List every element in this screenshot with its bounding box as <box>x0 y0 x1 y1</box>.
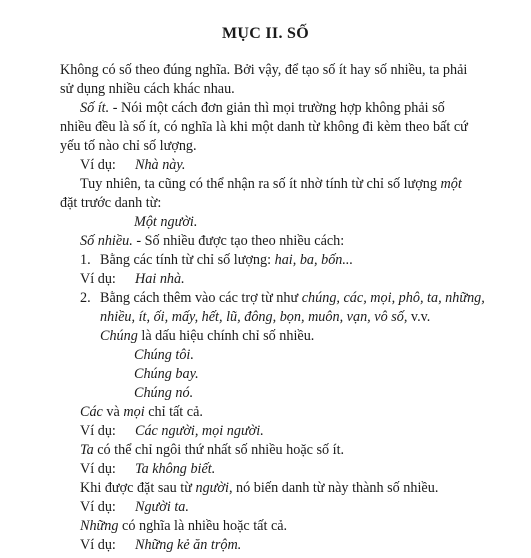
nhung-text: có nghĩa là nhiều hoặc tất cả. <box>118 518 288 534</box>
item-number: 2. <box>80 290 91 306</box>
item-text: Bằng cách thêm vào các trợ từ như <box>100 290 302 306</box>
nguoi-word: người <box>195 480 229 496</box>
intro-line-2: sử dụng nhiều cách khác nhau. <box>60 81 235 97</box>
chung-word: Chúng <box>100 328 138 344</box>
example-text: Chúng bay. <box>134 366 199 382</box>
item-text: Bằng các tính từ chỉ số lượng: <box>100 252 275 268</box>
plural-item-1 <box>80 251 353 269</box>
section-title: MỤC II. SỐ <box>221 25 309 42</box>
singular-term: Số ít. <box>80 100 110 116</box>
nguoi-text-b: , nó biến danh từ này thành số nhiều. <box>228 480 439 496</box>
nguoi-line <box>80 479 438 497</box>
item-words: hai, ba, bốn... <box>274 252 354 268</box>
plural-item-1-example <box>80 270 185 288</box>
chung-text: là dấu hiệu chính chỉ số nhiều. <box>137 328 315 344</box>
example-text: Chúng nó. <box>134 385 194 401</box>
plural-item-2 <box>80 289 485 307</box>
nhung-word: Những <box>80 518 119 534</box>
singular-line-1 <box>80 99 445 117</box>
singular-line-2: nhiều đều là số ít, có nghĩa là khi một danh từ không đi kèm theo bất cứ <box>60 119 468 135</box>
item-words: nhiều, ít, ối, mấy, hết, lũ, đông, bọn, muôn, vạn, vô số, <box>100 309 408 325</box>
example-label: Ví dụ: <box>80 157 116 173</box>
example-label: Ví dụ: <box>80 461 116 477</box>
conjunction: và <box>102 404 124 420</box>
chung-example-3 <box>134 384 193 402</box>
example-label: Ví dụ: <box>80 537 116 553</box>
cac-word: Các <box>80 404 103 420</box>
intro-line-1: Không có số theo đúng nghĩa. Bởi vậy, để tạo số ít hay số nhiều, ta phải <box>60 62 468 78</box>
plural-heading-text: - Số nhiều được tạo theo nhiều cách: <box>132 233 345 249</box>
example-text: Một người. <box>134 214 198 230</box>
nhung-example <box>80 536 241 554</box>
example-text: Hai nhà. <box>135 271 185 287</box>
example-label: Ví dụ: <box>80 499 116 515</box>
example-text: Ta không biết. <box>135 461 216 477</box>
example-text: Nhà này. <box>135 157 186 173</box>
item-number: 1. <box>80 252 91 268</box>
ta-text: có thể chỉ ngôi thứ nhất số nhiều hoặc số ít. <box>93 442 345 458</box>
however-text: Tuy nhiên, ta cũng có thể nhận ra số ít nhờ tính từ chỉ số lượng <box>80 176 441 192</box>
ta-example <box>80 460 215 478</box>
plural-term: Số nhiều. <box>80 233 133 249</box>
chung-line <box>100 327 314 345</box>
nhung-line <box>80 517 287 535</box>
ta-line <box>80 441 344 459</box>
however-example <box>134 213 197 231</box>
example-text: Chúng tôi. <box>134 347 194 363</box>
cac-moi-text: chỉ tất cả. <box>144 404 203 420</box>
cac-moi-line <box>80 403 203 421</box>
chung-example-2 <box>134 365 199 383</box>
nguoi-text-a: Khi được đặt sau từ <box>80 480 196 496</box>
example-text: Người ta. <box>135 499 189 515</box>
plural-heading <box>80 232 344 250</box>
however-line-2: đặt trước danh từ: <box>60 195 162 211</box>
item-words: chúng, các, mọi, phô, ta, những, <box>301 290 485 306</box>
singular-line-1-text: - Nói một cách đơn giản thì mọi trường hợp không phải số <box>109 100 445 116</box>
moi-word: mọi <box>123 404 145 420</box>
plural-item-2-cont <box>100 308 430 326</box>
however-word: một <box>440 176 462 192</box>
nguoi-example <box>80 498 189 516</box>
example-text: Những kẻ ăn trộm. <box>135 537 242 553</box>
however-line-1 <box>80 175 462 193</box>
example-label: Ví dụ: <box>80 423 116 439</box>
cac-moi-example <box>80 422 264 440</box>
singular-example <box>80 156 185 174</box>
example-text: Các người, mọi người. <box>135 423 264 439</box>
item-etc: v.v. <box>407 309 431 325</box>
ta-word: Ta <box>80 442 94 458</box>
example-label: Ví dụ: <box>80 271 116 287</box>
chung-example-1 <box>134 346 194 364</box>
singular-line-3: yếu tố nào chỉ số lượng. <box>60 138 197 154</box>
